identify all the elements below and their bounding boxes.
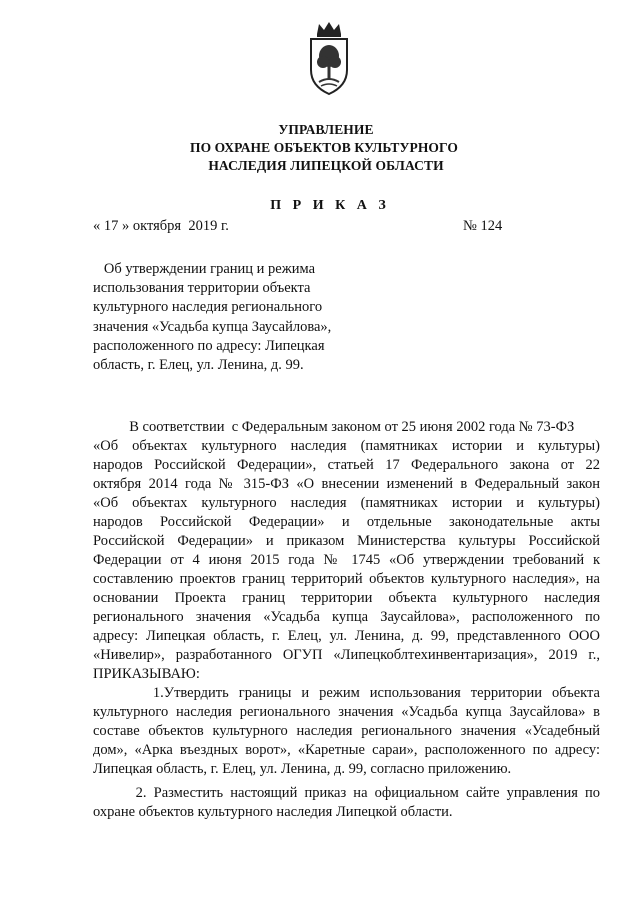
body-line: регионального значения «Усадьба купца Заусайлова», расположенного по <box>93 609 600 625</box>
body-line: основании Проекта границ территории объекта культурного наследия <box>93 590 600 606</box>
subject-line: культурного наследия регионального <box>93 299 323 316</box>
body-line: народов Российской Федерации» и отдельные законодательные акты <box>93 514 600 530</box>
body-line: «Об объектах культурного наследия (памятниках истории и культуры) <box>93 495 600 511</box>
body-line: «Об объектах культурного наследия (памятниках истории и культуры) <box>93 438 600 454</box>
coat-of-arms-icon <box>307 20 351 100</box>
body-line: культурного наследия регионального значения «Усадьба купца Заусайлова» в <box>93 704 600 720</box>
authority-name-line-1: УПРАВЛЕНИЕ <box>278 122 374 137</box>
body-line: октября 2014 года № 315-ФЗ «О внесении изменений в Федеральный закон <box>93 476 600 492</box>
subject-line: значения «Усадьба купца Заусайлова», <box>93 318 332 335</box>
body-line: дом», «Арка въездных ворот», «Каретные сараи», расположенного по адресу: <box>93 742 600 758</box>
body-line: составе объектов культурного наследия регионального значения «Усадебный <box>93 723 600 739</box>
order-number: № 124 <box>463 218 503 234</box>
document-type: П Р И К А З <box>270 198 390 213</box>
subject-line: Об утверждении границ и режима <box>93 261 316 277</box>
order-subject <box>93 260 393 375</box>
subject-line: расположенного по адресу: Липецкая <box>93 337 325 354</box>
body-line: 1.Утвердить границы и режим использования территории объекта <box>93 685 600 701</box>
body-line: адресу: Липецкая область, г. Елец, ул. Ленина, д. 99, представленного ООО <box>93 628 600 644</box>
order-date: « 17 » октября 2019 г. <box>93 218 229 234</box>
body-line: В соответствии с Федеральным законом от 25 июня 2002 года № 73-ФЗ <box>93 419 575 435</box>
body-line: 2. Разместить настоящий приказ на официальном сайте управления по <box>93 785 600 801</box>
body-line: охране объектов культурного наследия Липецкой области. <box>93 804 453 820</box>
body-line: ПРИКАЗЫВАЮ: <box>93 666 200 682</box>
body-line: составлению проектов границ территорий объектов культурного наследия», на <box>93 571 600 587</box>
authority-name-line-2: ПО ОХРАНЕ ОБЪЕКТОВ КУЛЬТУРНОГО <box>190 140 458 155</box>
body-line: Федерации от 4 июня 2015 года № 1745 «Об утверждении требований к <box>93 552 600 568</box>
body-line: «Нивелир», разработанного ОГУП «Липецкоблтехинвентаризация», 2019 г., <box>93 647 600 663</box>
authority-name-line-3: НАСЛЕДИЯ ЛИПЕЦКОЙ ОБЛАСТИ <box>208 158 444 173</box>
subject-line: область, г. Елец, ул. Ленина, д. 99. <box>93 357 304 374</box>
body-line: Липецкая область, г. Елец, ул. Ленина, д. 99, согласно приложению. <box>93 761 512 777</box>
body-line: Российской Федерации» и приказом Министерства культуры Российской <box>93 533 600 549</box>
body-line: народов Российской Федерации», статьей 17 Федерального закона от 22 <box>93 457 600 473</box>
subject-line: использования территории объекта <box>93 280 311 297</box>
